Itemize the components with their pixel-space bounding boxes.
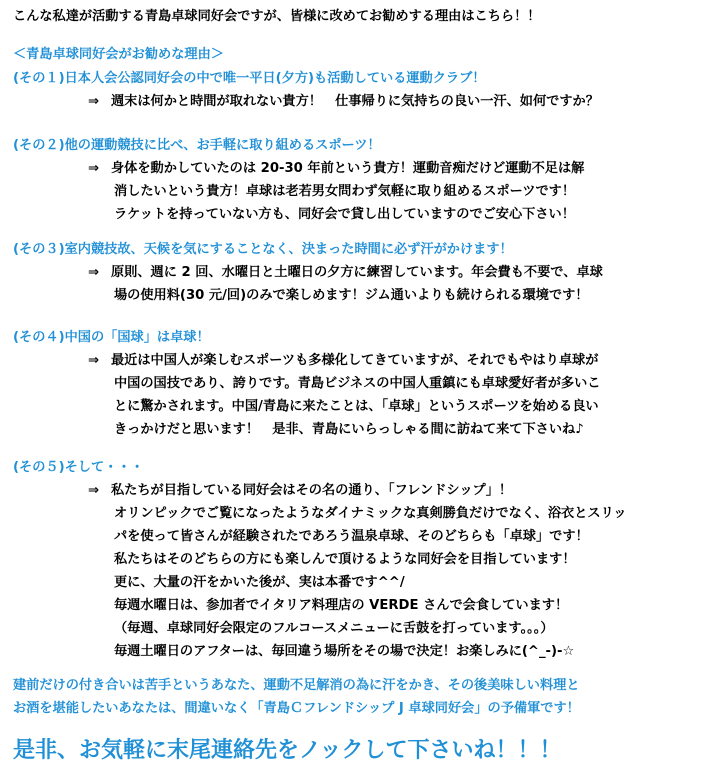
reason-4-line-1: 最近は中国人が楽しむスポーツも多様化してきていますが、それでもやはり卓球が (111, 353, 599, 368)
reason-5-line-8: 毎週土曜日のアフターは、毎回違う場所をその場で決定！お楽しみに(^_-)-☆ (114, 644, 575, 659)
reason-1-arrow: ⇒ (88, 94, 100, 109)
reason-3-arrow: ⇒ (88, 265, 100, 280)
reason-4-arrow: ⇒ (88, 353, 100, 368)
reason-5-heading: (その５)そして・・・ (13, 460, 144, 475)
reason-2-line-2: 消したいという貴方！卓球は老若男女問わず気軽に取り組めるスポーツです！ (114, 184, 576, 199)
reason-3-line-1: 原則、週に 2 回、水曜日と土曜日の夕方に練習しています。年会費も不要で、卓球 (111, 265, 603, 280)
intro-text: こんな私達が活動する青島卓球同好会ですが、皆様に改めてお勧めする理由はこちら！！ (13, 9, 541, 24)
section-title: ＜青島卓球同好会がお勧めな理由＞ (13, 47, 224, 62)
reason-5-line-1: 私たちが目指している同好会はその名の通り、「フレンドシップ」！ (111, 483, 513, 498)
reason-5-line-4: 私たちはそのどちらの方にも楽しんで頂けるような同好会を目指しています！ (114, 552, 576, 567)
reason-2-heading: (その２)他の運動競技に比べ、お手軽に取り組めるスポーツ！ (13, 138, 381, 153)
reason-3-line-2: 場の使用料(30 元/回)のみで楽しめます！ジム通いよりも続けられる環境です！ (114, 288, 589, 303)
reason-5-arrow: ⇒ (88, 483, 100, 498)
reason-4-line-3: とに驚かされます。中国/青島に来たことは、「卓球」というスポーツを始める良い (114, 399, 599, 414)
reason-2-arrow: ⇒ (88, 161, 100, 176)
reason-5-line-5: 更に、大量の汗をかいた後が、実は本番です^^/ (114, 575, 405, 590)
closing-line-2: お酒を堪能したいあなたは、間違いなく「青島Ｃフレンドシップ J 卓球同好会」の予備軍です！ (13, 701, 580, 716)
reason-5-line-2: オリンピックでご覧になったようなダイナミックな真剣勝負だけでなく、浴衣とスリッ (114, 506, 627, 521)
reason-4-heading: (その４)中国の「国球」は卓球！ (13, 330, 210, 345)
reason-5-line-3: パを使って皆さんが経験されたであろう温泉卓球、そのどちらも「卓球」です！ (114, 529, 589, 544)
call-to-action: 是非、お気軽に末尾連絡先をノックして下さいね！！！ (13, 738, 562, 763)
reason-1-heading: (その１)日本人会公認同好会の中で唯一平日(夕方)も活動している運動クラブ！ (13, 71, 486, 86)
reason-4-line-4: きっかけだと思います！ 是非、青島にいらっしゃる間に訪ねて来て下さいね♪ (114, 422, 584, 437)
reason-5-line-6: 毎週水曜日は、参加者でイタリア料理店の VERDE さんで会食しています！ (114, 598, 569, 613)
reason-2-line-3: ラケットを持っていない方も、同好会で貸し出していますのでご安心下さい！ (114, 207, 575, 222)
reason-3-heading: (その３)室内競技故、天候を気にすることなく、決まった時間に必ず汗がかけます！ (13, 242, 513, 257)
reason-4-line-2: 中国の国技であり、誇りです。青島ビジネスの中国人重鎮にも卓球愛好者が多いこ (114, 376, 601, 391)
reason-1-line-1: 週末は何かと時間が取れない貴方！ 仕事帰りに気持ちの良い一汗、如何ですか？ (111, 94, 599, 109)
closing-line-1: 建前だけの付き合いは苦手というあなた、運動不足解消の為に汗をかき、その後美味しい料理と (13, 678, 580, 693)
reason-2-line-1: 身体を動かしていたのは 20-30 年前という貴方！運動音痴だけど運動不足は解 (111, 161, 585, 176)
reason-5-line-7: （毎週、卓球同好会限定のフルコースメニューに舌鼓を打っています。。。） (114, 621, 554, 636)
